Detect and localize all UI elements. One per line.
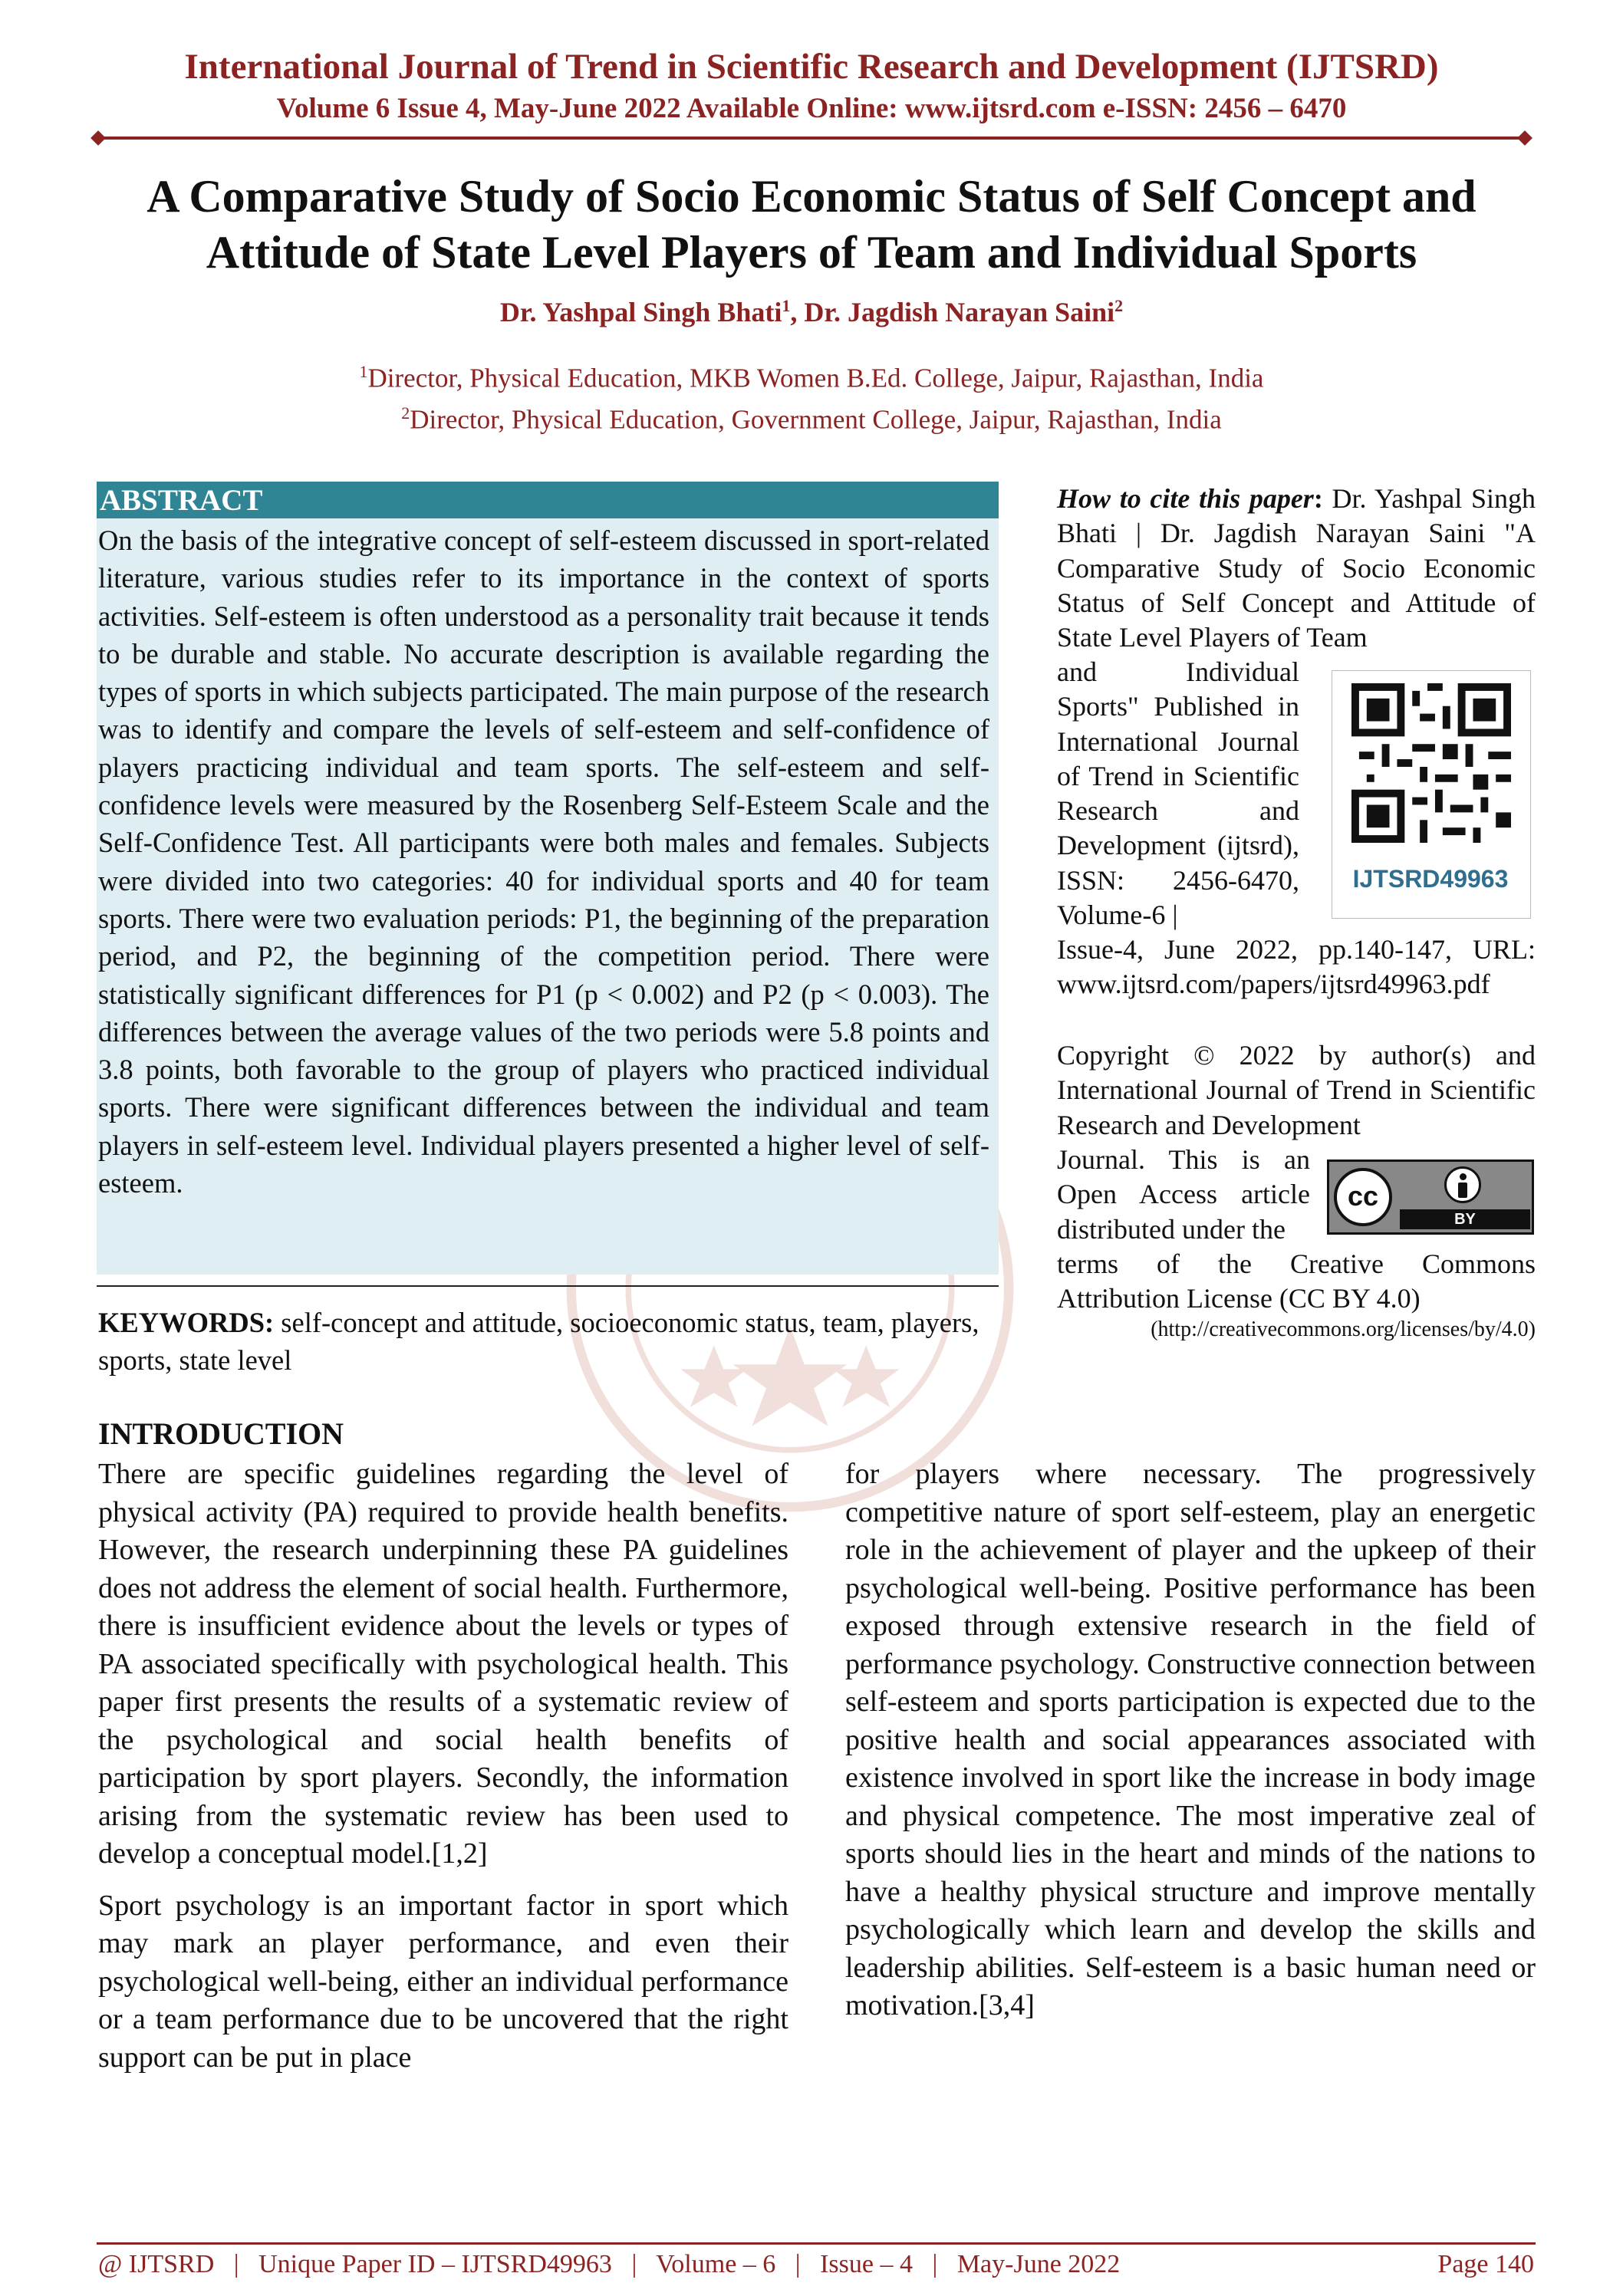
header-rule xyxy=(98,137,1525,140)
author-2: Dr. Jagdish Narayan Saini xyxy=(804,297,1115,327)
citation-text-narrow: and Individual Sports" Published in International Journal of Trend in Scientific Research and Development (ijtsrd), ISSN: 2456-6470, Volume-6 | xyxy=(1057,656,1299,931)
affiliation-2-mark: 2 xyxy=(401,403,410,423)
author-1-affiliation-mark: 1 xyxy=(782,296,791,315)
author-2-affiliation-mark: 2 xyxy=(1114,296,1124,315)
affiliation-1-mark: 1 xyxy=(359,362,368,381)
journal-subtitle: Volume 6 Issue 4, May-June 2022 Available Online: www.ijtsrd.com e-ISSN: 2456 – 6470 xyxy=(276,93,1347,124)
abstract-text: On the basis of the integrative concept of self-esteem discussed in sport-related literature, various studies refer to its importance in the context of sports activities. Self-esteem is often understood as a personality trait because it tends to be durable and stable. No accurate description is available regarding the types of sports in which subjects participated. The main purpose of the research was to identify and compare the levels of self-esteem and self-confidence of players practicing individual and team sports. The self-esteem and self-confidence levels were measured by the Rosenberg Self-Esteem Scale and the Self-Confidence Test. All participants were both males and females. Subjects were divided into two categories: 40 for individual sports and 40 for team sports. There were two evaluation periods: P1, the beginning of the preparation period, and P2, the beginning of the competition period. There were statistically significant differences for P1 (p < 0.002) and P2 (p < 0.003). The differences between the average values of the two periods were 5.8 points and 3.8 points, both favorable to the group of players who practiced individual sports. There were significant differences between the individual and team players in self-esteem level. Individual players presented a higher level of self-esteem. xyxy=(98,525,989,1199)
abstract-rule xyxy=(97,1285,999,1287)
cc-logo-icon: cc xyxy=(1334,1168,1392,1226)
keywords xyxy=(98,1304,997,1379)
attribution-person-icon xyxy=(1444,1166,1481,1203)
citation-text-tail: Issue-4, June 2022, pp.140-147, URL: www.ijtsrd.com/papers/ijtsrd49963.pdf xyxy=(1057,934,1536,1000)
footer-volume: Volume – 6 xyxy=(656,2250,776,2278)
footer-rule xyxy=(97,2242,1536,2245)
introduction-heading: INTRODUCTION xyxy=(98,1416,344,1451)
citation-label-colon: : xyxy=(1313,483,1323,514)
citation-label: How to cite this paper xyxy=(1057,483,1314,514)
body-column-left xyxy=(98,1456,788,2090)
footer-separator: | xyxy=(233,2250,239,2278)
footer-separator: | xyxy=(795,2250,801,2278)
cc-by-license-badge xyxy=(1327,1160,1534,1235)
copyright-text-narrow: Journal. This is an Open Access article distributed under the xyxy=(1057,1144,1310,1245)
affiliation-1-text: Director, Physical Education, MKB Women B.Ed. College, Jaipur, Rajasthan, India xyxy=(367,363,1264,393)
intro-paragraph-3: for players where necessary. The progressively competitive nature of sport self-esteem, play an energetic role in the achievement of player and the upkeep of their psychological well-being. Positive performance has been exposed through extensive research in the field of performance psychology. Constructive connection between self-esteem and sports participation is expected due to the positive health and social appearances associated with existence involved in sport like the increase in body image and physical competence. The most imperative zeal of sports should lies in the heart and minds of the nations to have a healthy physical structure and improve mentally psychologically which learn and develop the skills and leadership abilities. Self-esteem is a basic human need or motivation.[3,4] xyxy=(845,1458,1536,2021)
footer-date: May-June 2022 xyxy=(956,2250,1121,2278)
citation-block xyxy=(1057,482,1536,655)
intro-paragraph-1: There are specific guidelines regarding the level of physical activity (PA) required to provide health benefits. However, the research underpinning these PA guidelines does not address the element of social health. Furthermore, there is insufficient evidence about the levels or types of PA associated specifically with psychological health. This paper first presents the results of a systematic review of the psychological and social health benefits of participation by sport players. Secondly, the information arising from the systematic review has been used to develop a conceptual model.[1,2] xyxy=(98,1458,788,1870)
abstract-label: ABSTRACT xyxy=(100,484,263,517)
page-footer xyxy=(98,2250,1534,2279)
qr-code-icon xyxy=(1351,683,1511,843)
paper-title xyxy=(77,169,1546,281)
paper-title-line-1: A Comparative Study of Socio Economic Status of Self Concept and xyxy=(146,171,1477,222)
authors xyxy=(0,296,1623,328)
rule-diamond-left xyxy=(91,130,106,146)
footer-separator: | xyxy=(631,2250,637,2278)
paper-code-label: IJTSRD49963 xyxy=(1352,865,1509,893)
affiliation-1 xyxy=(0,362,1623,394)
footer-separator: | xyxy=(932,2250,938,2278)
footer-site: @ IJTSRD xyxy=(98,2250,215,2278)
license-url[interactable]: (http://creativecommons.org/licenses/by/4.0) xyxy=(1151,1317,1536,1341)
copyright-text-tail: terms of the Creative Commons Attribution License (CC BY 4.0) xyxy=(1057,1248,1536,1314)
journal-title: International Journal of Trend in Scientific Research and Development (IJTSRD) xyxy=(184,47,1439,87)
footer-paper-id: Unique Paper ID – IJTSRD49963 xyxy=(258,2250,612,2278)
rule-diamond-right xyxy=(1517,130,1532,146)
keywords-text: self-concept and attitude, socioeconomic status, team, players, sports, state level xyxy=(98,1307,979,1376)
copyright-text-top: Copyright © 2022 by author(s) and International Journal of Trend in Scientific Research and Development xyxy=(1057,1040,1536,1140)
intro-paragraph-2: Sport psychology is an important factor in sport which may mark an player performance, and even their psychological well-being, either an individual performance or a team performance due to be uncovered that the right support can be put in place xyxy=(98,1889,788,2074)
page-number: Page 140 xyxy=(1437,2250,1534,2278)
affiliation-2 xyxy=(0,403,1623,436)
author-separator: , xyxy=(790,297,805,327)
citation-text-top: Dr. Yashpal Singh Bhati | Dr. Jagdish Narayan Saini "A Comparative Study of Socio Economic Status of Self Concept and Attitude of State Level Players of Team xyxy=(1057,483,1536,653)
footer-issue: Issue – 4 xyxy=(820,2250,913,2278)
by-label: BY xyxy=(1400,1209,1530,1229)
paper-title-line-2: Attitude of State Level Players of Team and Individual Sports xyxy=(206,227,1417,278)
keywords-label: KEYWORDS: xyxy=(98,1307,275,1338)
author-1: Dr. Yashpal Singh Bhati xyxy=(499,297,782,327)
body-column-right xyxy=(845,1456,1536,2039)
affiliation-2-text: Director, Physical Education, Government College, Jaipur, Rajasthan, India xyxy=(410,404,1222,435)
